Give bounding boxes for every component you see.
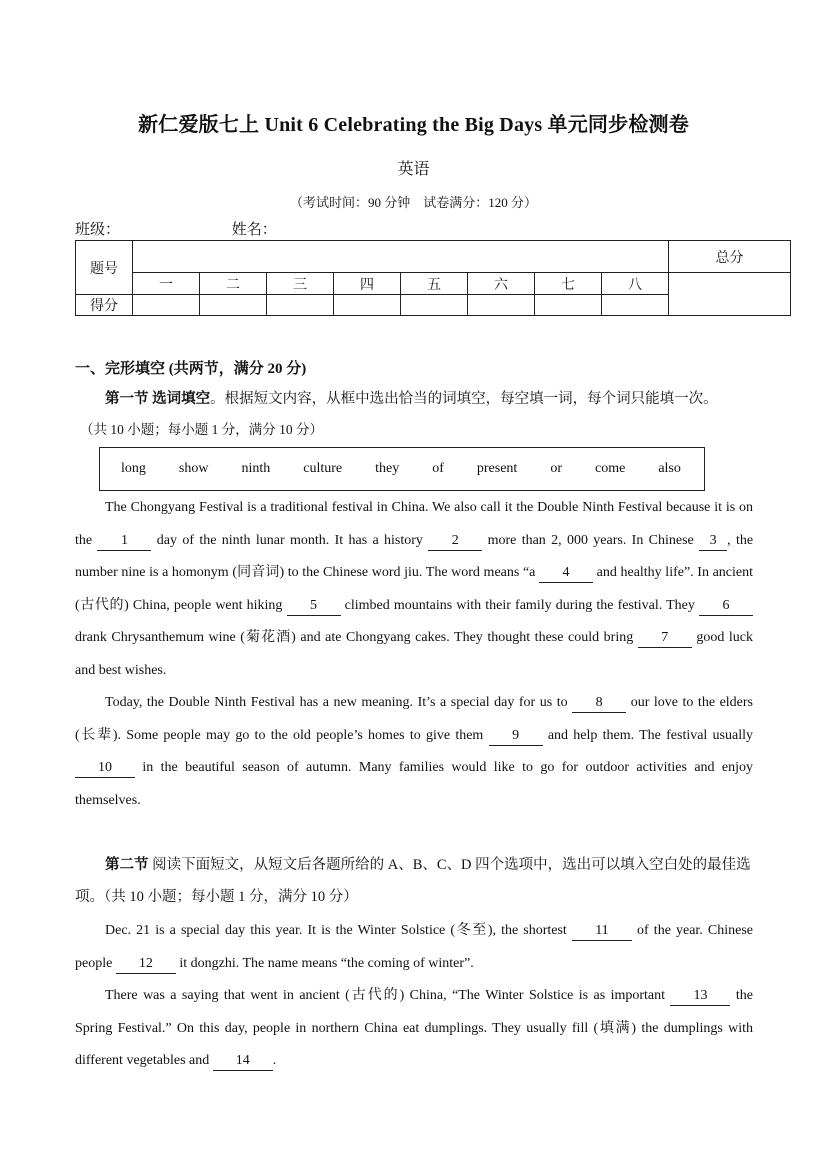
blank-5[interactable]: 5 <box>287 597 341 616</box>
passage-text: the Spring Festival.” On this day, people in northern China eat dumplings. They usually fill (填满) the dumplings with different vegetables and <box>75 988 754 1068</box>
section-column-4: 四 <box>334 273 401 295</box>
part1-points: （共 10 小题；每小题 1 分，满分 10 分） <box>80 422 323 437</box>
word-bank-item: of <box>432 461 444 476</box>
score-cell <box>535 295 602 316</box>
word-bank-item: show <box>178 461 209 476</box>
passage-text: , the number nine is a homonym (同音词) to the Chinese word jiu. The word means “a <box>75 532 754 580</box>
section-column-6: 六 <box>468 273 535 295</box>
passage-text: The Chongyang Festival is a traditional festival in China. We also call it the Double Ninth Festival because it is on the <box>75 500 753 548</box>
passage-text: day of the ninth lunar month. It has a history <box>156 532 423 548</box>
question-number-header: 题号 <box>76 241 133 295</box>
passage-text: good luck and best wishes. <box>75 630 754 678</box>
score-row-header: 得分 <box>76 295 133 316</box>
word-bank-item: also <box>658 461 681 476</box>
name-label: 姓名： <box>231 222 277 238</box>
exam-info: （考试时间：90 分钟 试卷满分：120 分） <box>289 195 537 210</box>
total-header: 总分 <box>669 241 791 273</box>
part1-instruction-text: 。根据短文内容，从框中选出恰当的词填空，每空填一词，每个词只能填一次。 <box>210 391 718 407</box>
score-cell <box>200 295 267 316</box>
score-cell <box>401 295 468 316</box>
score-table-blank-row <box>133 241 669 273</box>
part1-label: 第一节 选词填空 <box>105 391 211 407</box>
passage-text: and help them. The festival usually <box>547 727 754 743</box>
passage2-paragraph1 <box>75 915 753 980</box>
word-bank-item: they <box>375 461 400 476</box>
class-label: 班级： <box>75 222 121 238</box>
word-bank-item: culture <box>303 461 343 476</box>
blank-1[interactable]: 1 <box>97 532 151 551</box>
score-table <box>75 240 791 316</box>
passage-text: climbed mountains with their family during the festival. They <box>344 597 695 613</box>
blank-2[interactable]: 2 <box>428 532 482 551</box>
passage-text: more than 2, 000 years. In Chinese <box>487 532 694 548</box>
subject-label: 英语 <box>397 161 430 178</box>
section-column-2: 二 <box>200 273 267 295</box>
blank-7[interactable]: 7 <box>638 629 692 648</box>
passage1-paragraph2 <box>75 687 753 817</box>
blank-8[interactable]: 8 <box>572 694 626 713</box>
blank-3[interactable]: 3 <box>699 532 727 551</box>
word-bank-item: long <box>121 461 146 476</box>
score-cell <box>267 295 334 316</box>
score-cell <box>602 295 669 316</box>
passage2-paragraph2 <box>75 980 753 1078</box>
section-column-1: 一 <box>133 273 200 295</box>
page-title: 新仁爱版七上 Unit 6 Celebrating the Big Days 单元同步检测卷 <box>138 114 689 136</box>
passage-text: Today, the Double Ninth Festival has a new meaning. It’s a special day for us to <box>105 695 568 710</box>
section-column-7: 七 <box>535 273 602 295</box>
passage-text: and healthy life”. In ancient (古代的) China, people went hiking <box>75 565 754 613</box>
section-column-8: 八 <box>602 273 669 295</box>
blank-12[interactable]: 12 <box>116 955 176 974</box>
passage-text: drank Chrysanthemum wine (菊花酒) and ate Chongyang cakes. They thought these could bring <box>75 630 634 645</box>
part2-label: 第二节 <box>105 857 149 873</box>
student-info-line <box>75 218 277 239</box>
section-title: 一、完形填空 (共两节，满分 20 分) <box>75 361 307 377</box>
word-bank-box <box>99 447 705 491</box>
passage-text: our love to the elders (长辈). Some people may go to the old people’s homes to give them <box>75 695 753 743</box>
word-bank-item: present <box>476 461 518 476</box>
passage-text: it dongzhi. The name means “the coming of winter”. <box>179 955 474 971</box>
blank-13[interactable]: 13 <box>670 987 730 1006</box>
passage-text: Dec. 21 is a special day this year. It is the Winter Solstice (冬至), the shortest <box>105 923 567 938</box>
word-bank-item: ninth <box>241 461 271 476</box>
section-column-3: 三 <box>267 273 334 295</box>
blank-9[interactable]: 9 <box>489 727 543 746</box>
score-cell <box>133 295 200 316</box>
part1-instruction <box>75 384 753 414</box>
blank-4[interactable]: 4 <box>539 564 593 583</box>
part2-instruction <box>75 849 753 913</box>
word-bank-item: or <box>550 461 562 476</box>
passage-text: . <box>272 1053 277 1068</box>
word-bank-item: come <box>595 461 626 476</box>
passage-text: of the year. Chinese people <box>75 923 754 971</box>
part2-instruction-text: 阅读下面短文，从短文后各题所给的 A、B、C、D 四个选项中，选出可以填入空白处的最佳选项。（共 10 小题；每小题 1 分，满分 10 分） <box>75 857 751 905</box>
passage-text: in the beautiful season of autumn. Many families would like to go for outdoor activities and enjoy themselves. <box>75 760 754 808</box>
total-score-cell <box>669 273 791 316</box>
blank-11[interactable]: 11 <box>572 922 632 941</box>
section-column-5: 五 <box>401 273 468 295</box>
passage-text: There was a saying that went in ancient (古代的) China, “The Winter Solstice is as important <box>105 988 666 1003</box>
blank-14[interactable]: 14 <box>213 1052 273 1071</box>
score-cell <box>334 295 401 316</box>
score-cell <box>468 295 535 316</box>
blank-10[interactable]: 10 <box>75 759 135 778</box>
passage1-paragraph1 <box>75 492 753 687</box>
blank-6[interactable]: 6 <box>699 597 753 616</box>
